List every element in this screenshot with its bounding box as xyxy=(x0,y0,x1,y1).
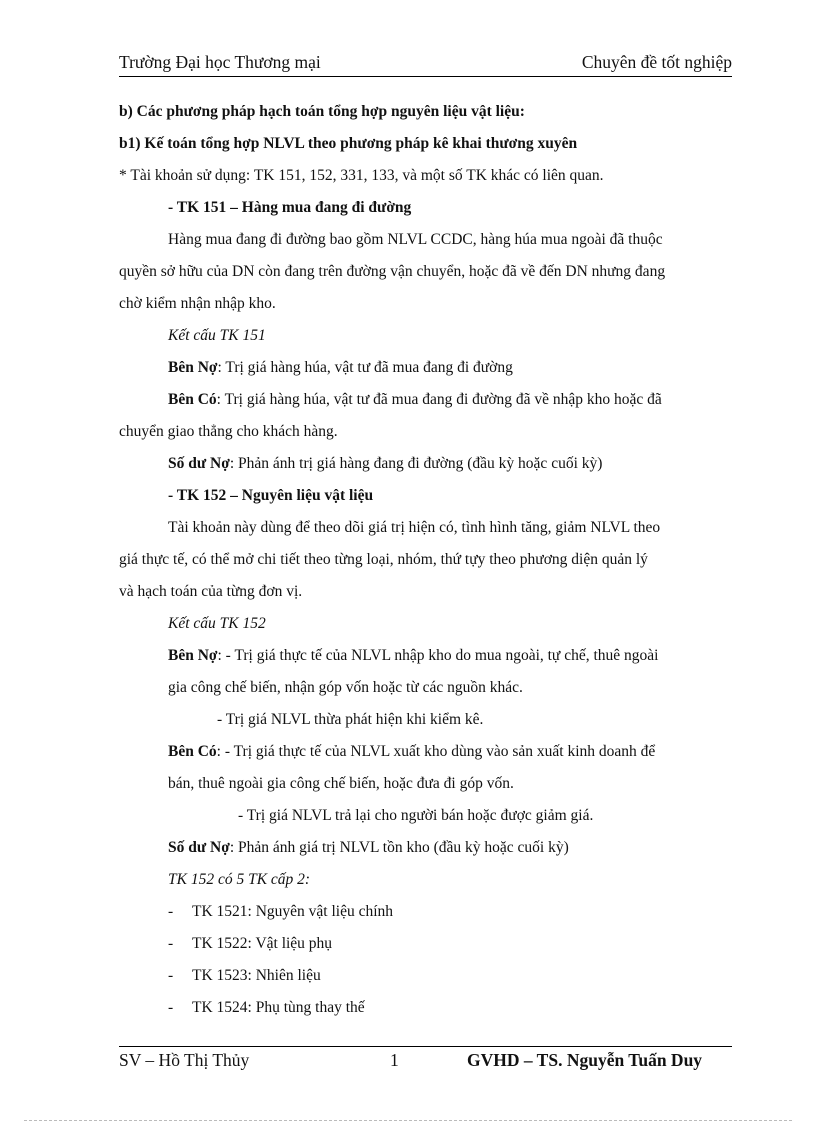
credit-text: : - Trị giá thực tế của NLVL xuất kho dùng vào sản xuất kinh doanh để xyxy=(216,743,656,760)
paragraph-line: chuyển giao thẳng cho khách hàng. xyxy=(119,423,338,440)
heading-tk151: - TK 151 – Hàng mua đang đi đường xyxy=(168,199,412,216)
list-item-text: TK 1523: Nhiên liệu xyxy=(192,967,321,984)
list-item-text: TK 1521: Nguyên vật liệu chính xyxy=(192,903,394,920)
paragraph-line: giá thực tế, có thể mở chi tiết theo từng loại, nhóm, thứ tựy theo phương diện quản lý xyxy=(119,551,648,568)
balance-label: Số dư Nợ xyxy=(168,455,230,472)
credit-text: : Trị giá hàng húa, vật tư đã mua đang đi đường đã về nhập kho hoặc đã xyxy=(216,391,662,408)
debit-label: Bên Nợ xyxy=(168,647,218,664)
credit-line xyxy=(168,741,655,763)
page-boundary xyxy=(24,1120,792,1121)
paragraph-line: quyền sở hữu của DN còn đang trên đường vận chuyển, hoặc đã về đến DN nhưng đang xyxy=(119,263,666,280)
paragraph-line: - Trị giá NLVL trả lại cho người bán hoặc được giảm giá. xyxy=(238,807,594,824)
page-number: 1 xyxy=(390,1050,399,1070)
paragraph-line: và hạch toán của từng đơn vị. xyxy=(119,583,303,600)
list-dash: - xyxy=(168,999,174,1016)
paragraph-line: bán, thuê ngoài gia công chế biến, hoặc đưa đi góp vốn. xyxy=(168,775,514,792)
balance-line xyxy=(168,453,602,475)
list-item-text: TK 1522: Vật liệu phụ xyxy=(192,935,333,952)
list-item xyxy=(168,965,321,987)
debit-text: : Trị giá hàng húa, vật tư đã mua đang đi đường xyxy=(217,359,513,376)
paragraph-line: Tài khoản này dùng để theo dõi giá trị hiện có, tình hình tăng, giảm NLVL theo xyxy=(168,519,661,536)
list-dash: - xyxy=(168,903,174,920)
debit-line xyxy=(168,645,658,667)
paragraph-line: - Trị giá NLVL thừa phát hiện khi kiểm kê. xyxy=(217,711,484,728)
list-item xyxy=(168,901,393,923)
debit-text: : - Trị giá thực tế của NLVL nhập kho do mua ngoài, tự chế, thuê ngoài xyxy=(217,647,659,664)
subsection-heading: b1) Kế toán tổng hợp NLVL theo phương pháp kê khai thương xuyên xyxy=(119,135,578,152)
credit-line xyxy=(168,389,662,411)
footer-divider xyxy=(119,1046,732,1047)
list-dash: - xyxy=(168,935,174,952)
heading-tk152: - TK 152 – Nguyên liệu vật liệu xyxy=(168,487,374,504)
list-dash: - xyxy=(168,967,174,984)
list-item xyxy=(168,997,365,1019)
structure-title: Kết cấu TK 151 xyxy=(168,327,266,344)
paragraph-line: chờ kiểm nhận nhập kho. xyxy=(119,295,276,312)
debit-label: Bên Nợ xyxy=(168,359,218,376)
paragraph-accounts: * Tài khoản sử dụng: TK 151, 152, 331, 133, và một số TK khác có liên quan. xyxy=(119,167,604,184)
footer-student: SV – Hồ Thị Thủy xyxy=(119,1050,250,1070)
credit-label: Bên Có xyxy=(168,391,217,408)
page-header xyxy=(119,52,732,77)
credit-label: Bên Có xyxy=(168,743,217,760)
debit-line xyxy=(168,357,513,379)
paragraph-line: Hàng mua đang đi đường bao gồm NLVL CCDC, hàng húa mua ngoài đã thuộc xyxy=(168,231,663,248)
balance-text: : Phản ánh giá trị NLVL tồn kho (đầu kỳ hoặc cuối kỳ) xyxy=(229,839,569,856)
balance-label: Số dư Nợ xyxy=(168,839,230,856)
paragraph-line: gia công chế biến, nhận góp vốn hoặc từ các nguồn khác. xyxy=(168,679,523,696)
balance-line xyxy=(168,837,569,859)
header-title: Chuyên đề tốt nghiệp xyxy=(581,52,732,72)
footer-advisor: GVHD – TS. Nguyễn Tuấn Duy xyxy=(467,1050,703,1070)
list-item xyxy=(168,933,332,955)
section-heading: b) Các phương pháp hạch toán tổng hợp nguyên liệu vật liệu: xyxy=(119,103,525,120)
list-item-text: TK 1524: Phụ tùng thay thế xyxy=(192,999,365,1016)
structure-title: Kết cấu TK 152 xyxy=(168,615,266,632)
header-school: Trường Đại học Thương mại xyxy=(119,52,321,72)
sub-accounts-title: TK 152 có 5 TK cấp 2: xyxy=(168,871,311,888)
balance-text: : Phản ánh trị giá hàng đang đi đường (đầu kỳ hoặc cuối kỳ) xyxy=(229,455,603,472)
